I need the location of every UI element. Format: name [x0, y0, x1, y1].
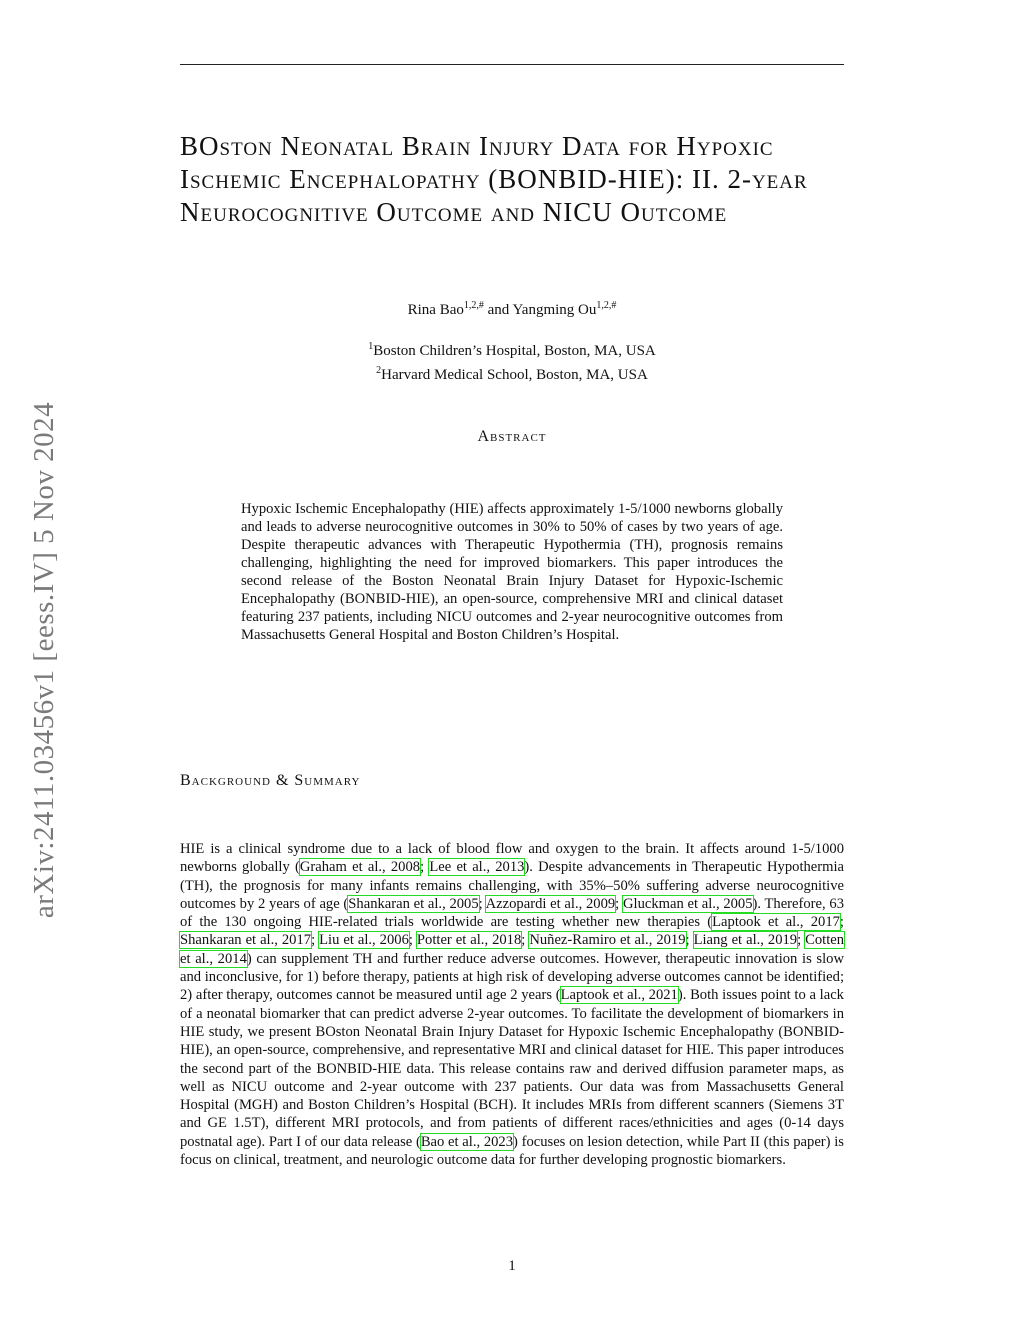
- affiliation: [180, 361, 844, 385]
- citation-link[interactable]: Liang et al., 2019: [693, 932, 798, 949]
- body-text-run: ;: [420, 859, 430, 876]
- body-text-run: ;: [615, 895, 623, 912]
- author-conjunction: and: [483, 302, 513, 318]
- abstract-heading: Abstract: [477, 428, 547, 445]
- page-number: 1: [508, 1258, 516, 1274]
- author-name: Yangming Ou: [512, 302, 597, 318]
- citation-link[interactable]: Graham et al., 2008: [299, 859, 421, 876]
- body-text-run: ). Despite advancements in Therapeutic Hypothermia (TH), the prognosis for many infants remains challenging, with 35%–50% suffering adverse neurocognitive outcomes by 2 years of age (: [180, 859, 845, 912]
- body-text-run: ;: [478, 895, 486, 912]
- section-heading: Background & Summary: [180, 772, 361, 789]
- affiliation: [180, 337, 844, 361]
- affiliation-text: Boston Children’s Hospital, Boston, MA, USA: [373, 343, 656, 359]
- arxiv-identifier: arXiv:2411.03456v1 [eess.IV] 5 Nov 2024: [28, 401, 60, 919]
- body-text-run: ;: [521, 932, 530, 949]
- citation-link[interactable]: Nuñez-Ramiro et al., 2019: [529, 932, 686, 949]
- body-text-run: ) focuses on lesion detection, while Part II (this paper) is focus on clinical, treatment, and neurologic outcome data for further developing prognostic biomarkers.: [180, 1133, 844, 1169]
- citation-link[interactable]: Liu et al., 2006: [319, 932, 409, 949]
- citation-link[interactable]: Laptook et al., 2021: [560, 987, 678, 1004]
- body-text-run: HIE is a clinical syndrome due to a lack of blood flow and oxygen to the brain. It affects around 1-5/1000 newborns globally (: [180, 841, 844, 876]
- citation-link[interactable]: Bao et al., 2023: [420, 1133, 514, 1150]
- body-text-run: ) can supplement TH and further reduce adverse outcomes. However, therapeutic innovation is slow and inconclusive, for 1) before therapy, patients at high risk of developing adverse outcomes cannot be identified; 2) after therapy, outcomes cannot be measured until age 2 years (: [180, 950, 844, 1004]
- affiliation-text: Harvard Medical School, Boston, MA, USA: [381, 367, 648, 383]
- citation-link[interactable]: Lee et al., 2013: [429, 859, 525, 876]
- citation-link[interactable]: Shankaran et al., 2017: [180, 932, 312, 949]
- body-text-run: ;: [839, 914, 844, 931]
- body-text-run: ;: [311, 932, 320, 949]
- author-list: [180, 300, 844, 319]
- citation-link[interactable]: Laptook et al., 2017: [712, 914, 840, 931]
- citation-link[interactable]: Cotten et al., 2014: [180, 932, 845, 967]
- body-text-run: ;: [685, 932, 694, 949]
- body-text-run: ). Therefore, 63 of the 130 ongoing HIE-related trials worldwide are testing whether new therapies (: [180, 895, 844, 931]
- abstract-text: Hypoxic Ischemic Encephalopathy (HIE) affects approximately 1-5/1000 newborns globally and leads to adverse neurocognitive outcomes in 30% to 50% of cases by two years of age. Despite therapeutic advances with Therapeutic Hypothermia (TH), prognosis remains challenging, highlighting the need for improved biomarkers. This paper introduces the second release of the Boston Neonatal Brain Injury Dataset for Hypoxic-Ischemic Encephalopathy (BONBID-HIE), an open-source, comprehensive MRI and clinical dataset featuring 237 patients, including NICU outcomes and 2-year neurocognitive outcomes from Massachusetts General Hospital and Boston Children’s Hospital.: [241, 501, 783, 643]
- author-affiliation-mark: 1,2,#: [463, 300, 484, 311]
- section-body: [180, 840, 844, 1169]
- citation-link[interactable]: Azzopardi et al., 2009: [485, 895, 616, 912]
- body-text-run: ;: [408, 932, 417, 949]
- affiliation-mark: 2: [376, 365, 382, 376]
- author-name: Rina Bao: [407, 302, 464, 318]
- top-rule: [180, 64, 844, 65]
- body-text-run: ). Both issues point to a lack of a neonatal biomarker that can predict adverse 2-year outcomes. To facilitate the development of biomarkers in HIE study, we present BOston Neonatal Brain Injury Dataset for Hypoxic Ischemic Encephalopathy (BONBID-HIE), an open-source, comprehensive, and representative MRI and clinical dataset for HIE. This paper introduces the second part of the BONBID-HIE data. This release contains raw and derived diffusion parameter maps, as well as NICU outcome and 2-year outcome with 237 patients. Our data was from Massachusetts General Hospital (MGH) and Boston Children’s Hospital (BCH). It includes MRIs from different scanners (Siemens 3T and GE 1.5T), different MRI protocols, and from patients of different races/ethnicities and ages (0-14 days postnatal age). Part I of our data release (: [180, 987, 844, 1150]
- body-text-run: ;: [797, 932, 806, 949]
- citation-link[interactable]: Potter et al., 2018: [416, 932, 522, 949]
- paper-title: BOston Neonatal Brain Injury Data for Hypoxic Ischemic Encephalopathy (BONBID-HIE): II. 2-year Neurocognitive Outcome and NICU Outcome: [180, 131, 808, 227]
- affiliations: [180, 337, 844, 385]
- citation-link[interactable]: Gluckman et al., 2005: [622, 895, 753, 912]
- citation-link[interactable]: Shankaran et al., 2005: [348, 895, 479, 912]
- affiliation-mark: 1: [368, 341, 374, 352]
- author-affiliation-mark: 1,2,#: [596, 300, 617, 311]
